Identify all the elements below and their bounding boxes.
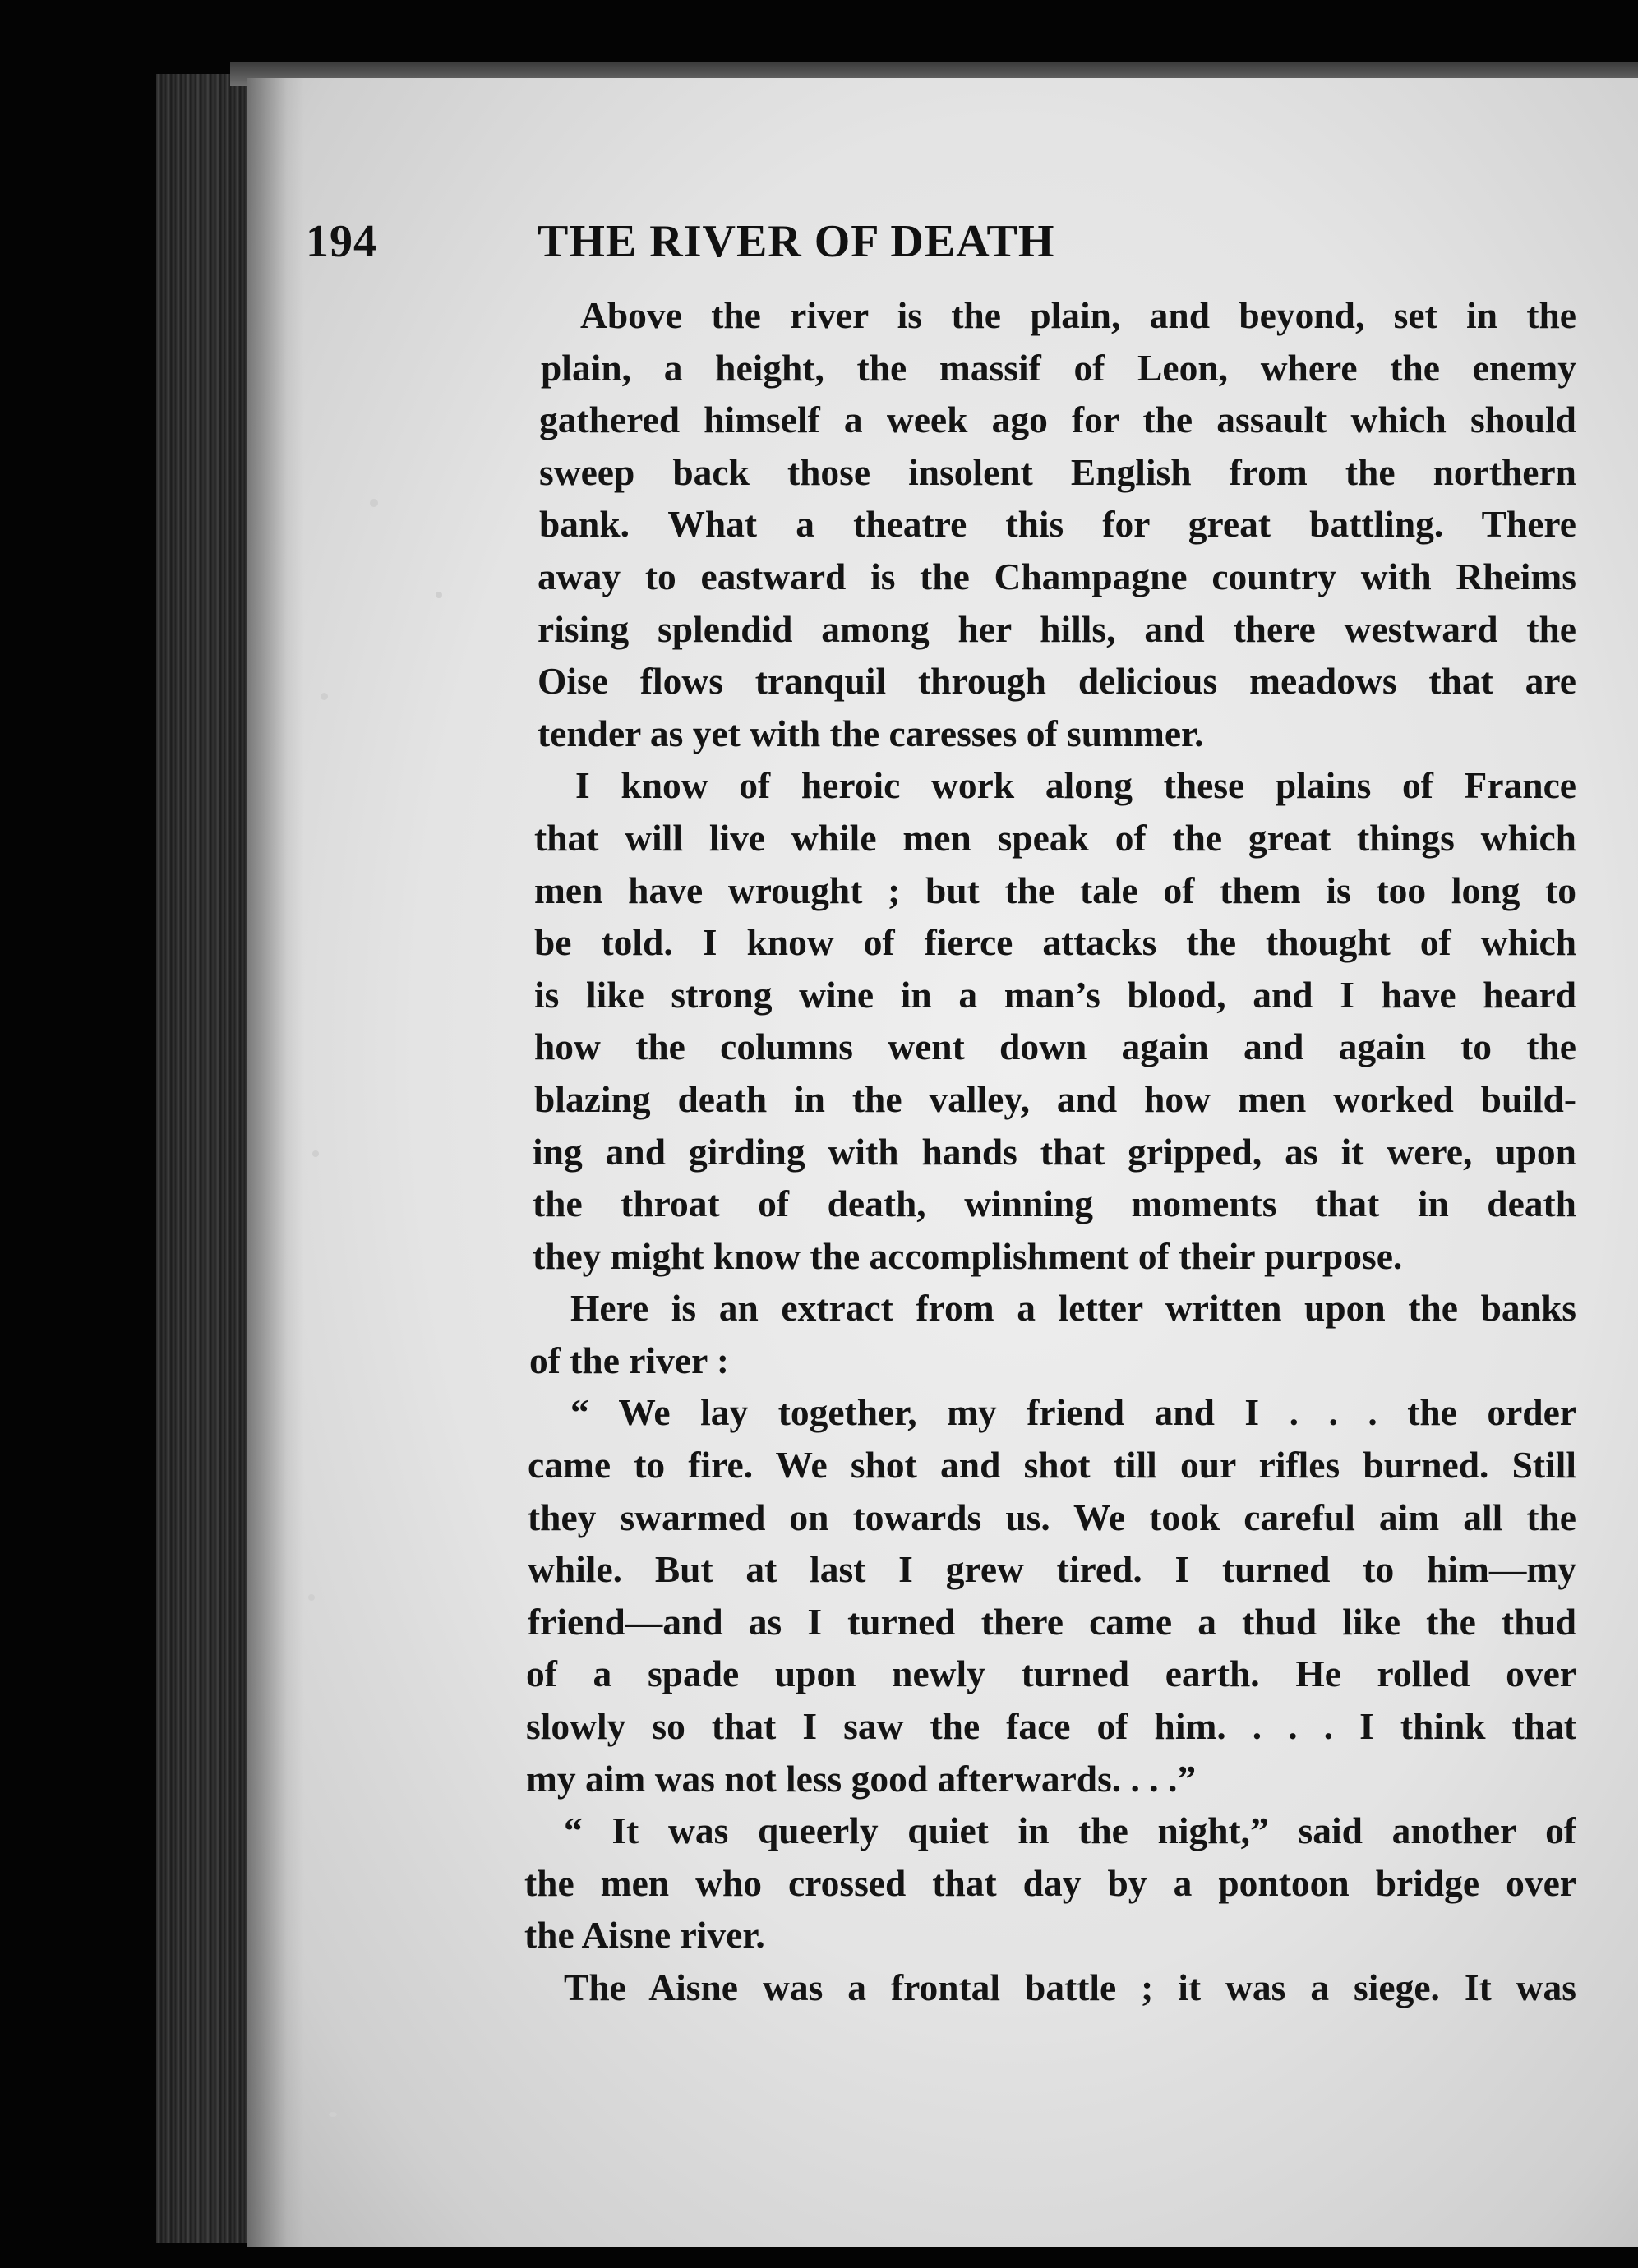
text-line: of a spade upon newly turned earth. He rolled over	[526, 1653, 1576, 1695]
text-line: plain, a height, the massif of Leon, where the enemy	[541, 346, 1576, 389]
text-line: men have wrought ; but the tale of them is too long to	[534, 869, 1576, 911]
text-line: they might know the accomplishment of their purpose.	[533, 1234, 1403, 1277]
text-line: slowly so that I saw the face of him. . . . I think that	[526, 1705, 1576, 1748]
text-line: the Aisne river.	[524, 1914, 765, 1957]
text-line: bank. What a theatre this for great battling. There	[539, 503, 1576, 546]
text-line: “ We lay together, my friend and I . . . the order	[570, 1391, 1576, 1434]
text-line: blazing death in the valley, and how men worked build-	[534, 1077, 1576, 1120]
text-line: ing and girding with hands that gripped, as it were, upon	[533, 1130, 1576, 1173]
text-line: how the columns went down again and again to the	[534, 1026, 1576, 1068]
body-text	[524, 289, 1576, 2014]
text-line: the men who crossed that day by a pontoon bridge over	[524, 1861, 1576, 1904]
running-head: THE RIVER OF DEATH	[538, 216, 1055, 267]
text-line: of the river :	[529, 1339, 729, 1381]
page-number: 194	[306, 216, 377, 267]
text-line: my aim was not less good afterwards. . . .”	[526, 1757, 1197, 1800]
book-page-edges	[156, 74, 255, 2243]
text-line: away to eastward is the Champagne country with Rheims	[538, 555, 1576, 597]
text-line: while. But at last I grew tired. I turned to him—my	[528, 1548, 1576, 1591]
text-line: friend—and as I turned there came a thud like the thud	[528, 1600, 1576, 1643]
text-line: that will live while men speak of the great things which	[534, 816, 1576, 859]
text-line: be told. I know of fierce attacks the thought of which	[534, 921, 1576, 964]
text-line: sweep back those insolent English from the northern	[539, 450, 1576, 493]
text-line: Above the river is the plain, and beyond, set in the	[580, 294, 1576, 336]
text-line: “ It was queerly quiet in the night,” said another of	[564, 1809, 1576, 1852]
text-line: gathered himself a week ago for the assault which should	[539, 399, 1576, 441]
text-line: Oise flows tranquil through delicious meadows that are	[538, 660, 1576, 703]
text-line: rising splendid among her hills, and there westward the	[538, 607, 1576, 650]
text-line: the throat of death, winning moments that in death	[533, 1182, 1576, 1225]
text-line: is like strong wine in a man’s blood, and I have heard	[534, 973, 1576, 1016]
text-line: Here is an extract from a letter written upon the banks	[570, 1287, 1576, 1330]
text-line: The Aisne was a frontal battle ; it was a siege. It was	[564, 1966, 1576, 2008]
text-line: I know of heroic work along these plains of France	[575, 764, 1576, 807]
text-line: came to fire. We shot and shot till our rifles burned. Still	[528, 1444, 1576, 1487]
page-header	[306, 215, 1391, 281]
text-line: tender as yet with the caresses of summer.	[538, 712, 1204, 754]
text-line: they swarmed on towards us. We took careful aim all the	[528, 1496, 1576, 1538]
